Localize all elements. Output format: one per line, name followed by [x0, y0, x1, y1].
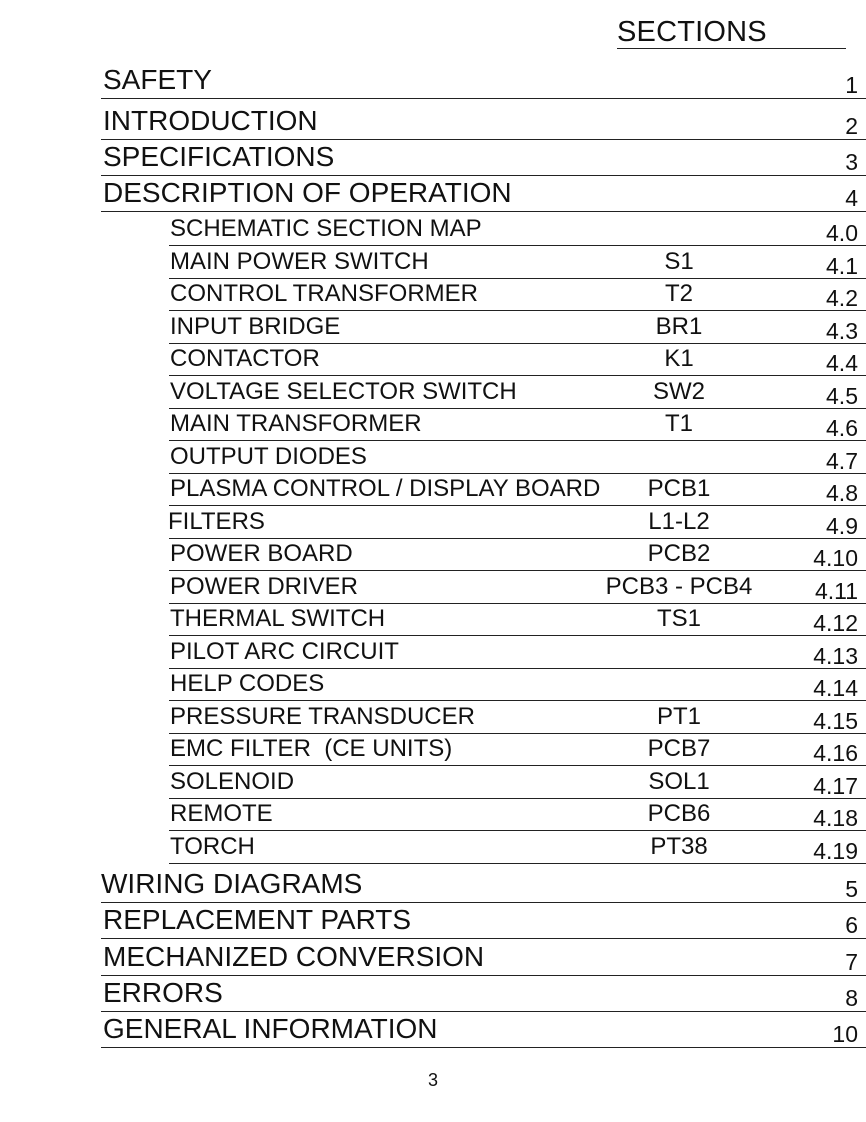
toc-subentry-title: REMOTE — [170, 800, 273, 827]
toc-subentry-title: POWER BOARD — [170, 540, 353, 567]
toc-subentry-number: 4.17 — [813, 773, 858, 799]
toc-subentry-number: 4.16 — [813, 740, 858, 766]
toc-subentry[interactable] — [169, 280, 866, 311]
toc-subentry-title: THERMAL SWITCH — [170, 605, 386, 632]
toc-subentry-number: 4.13 — [813, 643, 858, 669]
toc-subentry[interactable] — [169, 248, 866, 279]
toc-subentry-number: 4.6 — [826, 415, 858, 441]
toc-subentry-number: 4.2 — [826, 285, 858, 311]
toc-subentry[interactable] — [169, 378, 866, 409]
toc-entry-title: DESCRIPTION OF OPERATION — [103, 177, 512, 208]
toc-entry-title: WIRING DIAGRAMS — [101, 868, 363, 899]
toc-subentry-title: FILTERS — [168, 508, 265, 535]
toc-subentry-number: 4.18 — [813, 805, 858, 831]
toc-subentry-number: 4.19 — [813, 838, 858, 864]
toc-subentry[interactable] — [169, 703, 866, 734]
toc-subentry-title: TORCH — [170, 833, 255, 860]
toc-entry-number: 8 — [845, 985, 858, 1011]
toc-subentry-title: PILOT ARC CIRCUIT — [170, 638, 399, 665]
toc-subentry-code: T2 — [664, 280, 693, 307]
toc-entry-title: SAFETY — [103, 64, 212, 95]
toc-entry-number: 1 — [845, 72, 858, 98]
toc-subentry-number: 4.0 — [826, 220, 858, 246]
toc-entry-title: ERRORS — [103, 977, 223, 1008]
toc-entry-number: 2 — [845, 113, 858, 139]
toc-entry-number: 4 — [845, 185, 858, 211]
toc-entry-number: 6 — [845, 912, 858, 938]
toc-entry-title: REPLACEMENT PARTS — [103, 904, 412, 935]
toc-subentry-title: HELP CODES — [170, 670, 325, 697]
toc-subentry-title: PRESSURE TRANSDUCER — [170, 703, 475, 730]
toc-subentry[interactable] — [169, 443, 866, 474]
toc-entry-description-of-operation[interactable] — [101, 177, 866, 212]
toc-entry-title: GENERAL INFORMATION — [103, 1013, 438, 1044]
toc-subentry[interactable] — [169, 313, 866, 344]
toc-subentry-title: MAIN TRANSFORMER — [170, 410, 422, 437]
toc-subentry-title: OUTPUT DIODES — [170, 443, 367, 470]
toc-subentry-number: 4.10 — [813, 545, 858, 571]
toc-subentry-title: SCHEMATIC SECTION MAP — [170, 215, 482, 242]
toc-subentry-number: 4.5 — [826, 383, 858, 409]
toc-subentry-title: EMC FILTER (CE UNITS) — [170, 735, 453, 762]
toc-entry-number: 7 — [845, 949, 858, 975]
toc-entry-title: MECHANIZED CONVERSION — [103, 941, 485, 972]
toc-subentry-code: PCB3 - PCB4 — [605, 573, 753, 600]
toc-subentry-number: 4.3 — [826, 318, 858, 344]
toc-subentry[interactable] — [169, 800, 866, 831]
toc-subentry-code: BR1 — [655, 313, 703, 340]
toc-subentry-code: L1-L2 — [648, 508, 710, 535]
toc-subentry-code: PCB1 — [647, 475, 711, 502]
toc-subentry[interactable] — [169, 475, 866, 506]
toc-subentry-code: PT1 — [656, 703, 701, 730]
toc-entry-replacement-parts[interactable] — [101, 904, 866, 939]
toc-entry-safety[interactable] — [101, 64, 866, 99]
toc-subentry[interactable] — [169, 605, 866, 636]
toc-entry-wiring-diagrams[interactable] — [101, 868, 866, 903]
toc-subentry-title: INPUT BRIDGE — [170, 313, 341, 340]
toc-subentry[interactable] — [169, 410, 866, 441]
toc-subentry-code: PCB6 — [647, 800, 711, 827]
toc-entry-number: 3 — [845, 149, 858, 175]
toc-entry-errors[interactable] — [101, 977, 866, 1012]
toc-subentry-title: SOLENOID — [170, 768, 295, 795]
toc-subentry[interactable] — [169, 735, 866, 766]
toc-entry-title: SPECIFICATIONS — [103, 141, 335, 172]
toc-subentry-code: SW2 — [652, 378, 705, 405]
toc-entry-specifications[interactable] — [101, 141, 866, 176]
toc-subentry-number: 4.11 — [814, 578, 858, 604]
toc-subentry[interactable] — [169, 508, 866, 539]
toc-subentry-number: 4.4 — [826, 350, 858, 376]
toc-subentry-number: 4.8 — [826, 480, 858, 506]
toc-entry-title: INTRODUCTION — [103, 105, 318, 136]
page-number: 3 — [427, 1070, 438, 1090]
toc-entry-general-information[interactable] — [101, 1013, 866, 1048]
toc-subentry[interactable] — [169, 573, 866, 604]
toc-subentry-code: S1 — [664, 248, 694, 275]
toc-subentry-number: 4.14 — [813, 675, 858, 701]
toc-subentry-number: 4.9 — [826, 513, 858, 539]
toc-entry-number: 10 — [832, 1021, 858, 1047]
toc-subentry-code: PT38 — [650, 833, 708, 860]
toc-subentry-code: SOL1 — [648, 768, 710, 795]
toc-subentry-code: K1 — [664, 345, 694, 372]
toc-subentry-title: CONTACTOR — [170, 345, 320, 372]
sections-heading: SECTIONS — [617, 16, 767, 48]
toc-subentry[interactable] — [169, 540, 866, 571]
toc-subentry-code: PCB2 — [647, 540, 711, 567]
toc-subentry-number: 4.15 — [813, 708, 858, 734]
toc-subentry-title: POWER DRIVER — [170, 573, 359, 600]
toc-subentry[interactable] — [169, 833, 866, 864]
toc-entry-number: 5 — [845, 876, 858, 902]
toc-subentry-title: PLASMA CONTROL / DISPLAY BOARD — [170, 475, 601, 502]
toc-subentry[interactable] — [169, 215, 866, 246]
toc-subentry-code: TS1 — [656, 605, 701, 632]
toc-subentry[interactable] — [169, 345, 866, 376]
toc-subentry-title: CONTROL TRANSFORMER — [170, 280, 479, 307]
toc-subentry-number: 4.7 — [826, 448, 858, 474]
toc-entry-introduction[interactable] — [101, 105, 866, 140]
toc-subentry-number: 4.1 — [826, 253, 858, 279]
toc-subentry-title: MAIN POWER SWITCH — [170, 248, 429, 275]
toc-subentry-code: T1 — [664, 410, 693, 437]
toc-subentry[interactable] — [169, 768, 866, 799]
toc-subentry-number: 4.12 — [813, 610, 858, 636]
toc-subentry[interactable] — [169, 638, 866, 669]
toc-subentry-code: PCB7 — [647, 735, 711, 762]
toc-subentry-title: VOLTAGE SELECTOR SWITCH — [170, 378, 517, 405]
toc-subentry[interactable] — [169, 670, 866, 701]
toc-entry-mechanized-conversion[interactable] — [101, 941, 866, 976]
